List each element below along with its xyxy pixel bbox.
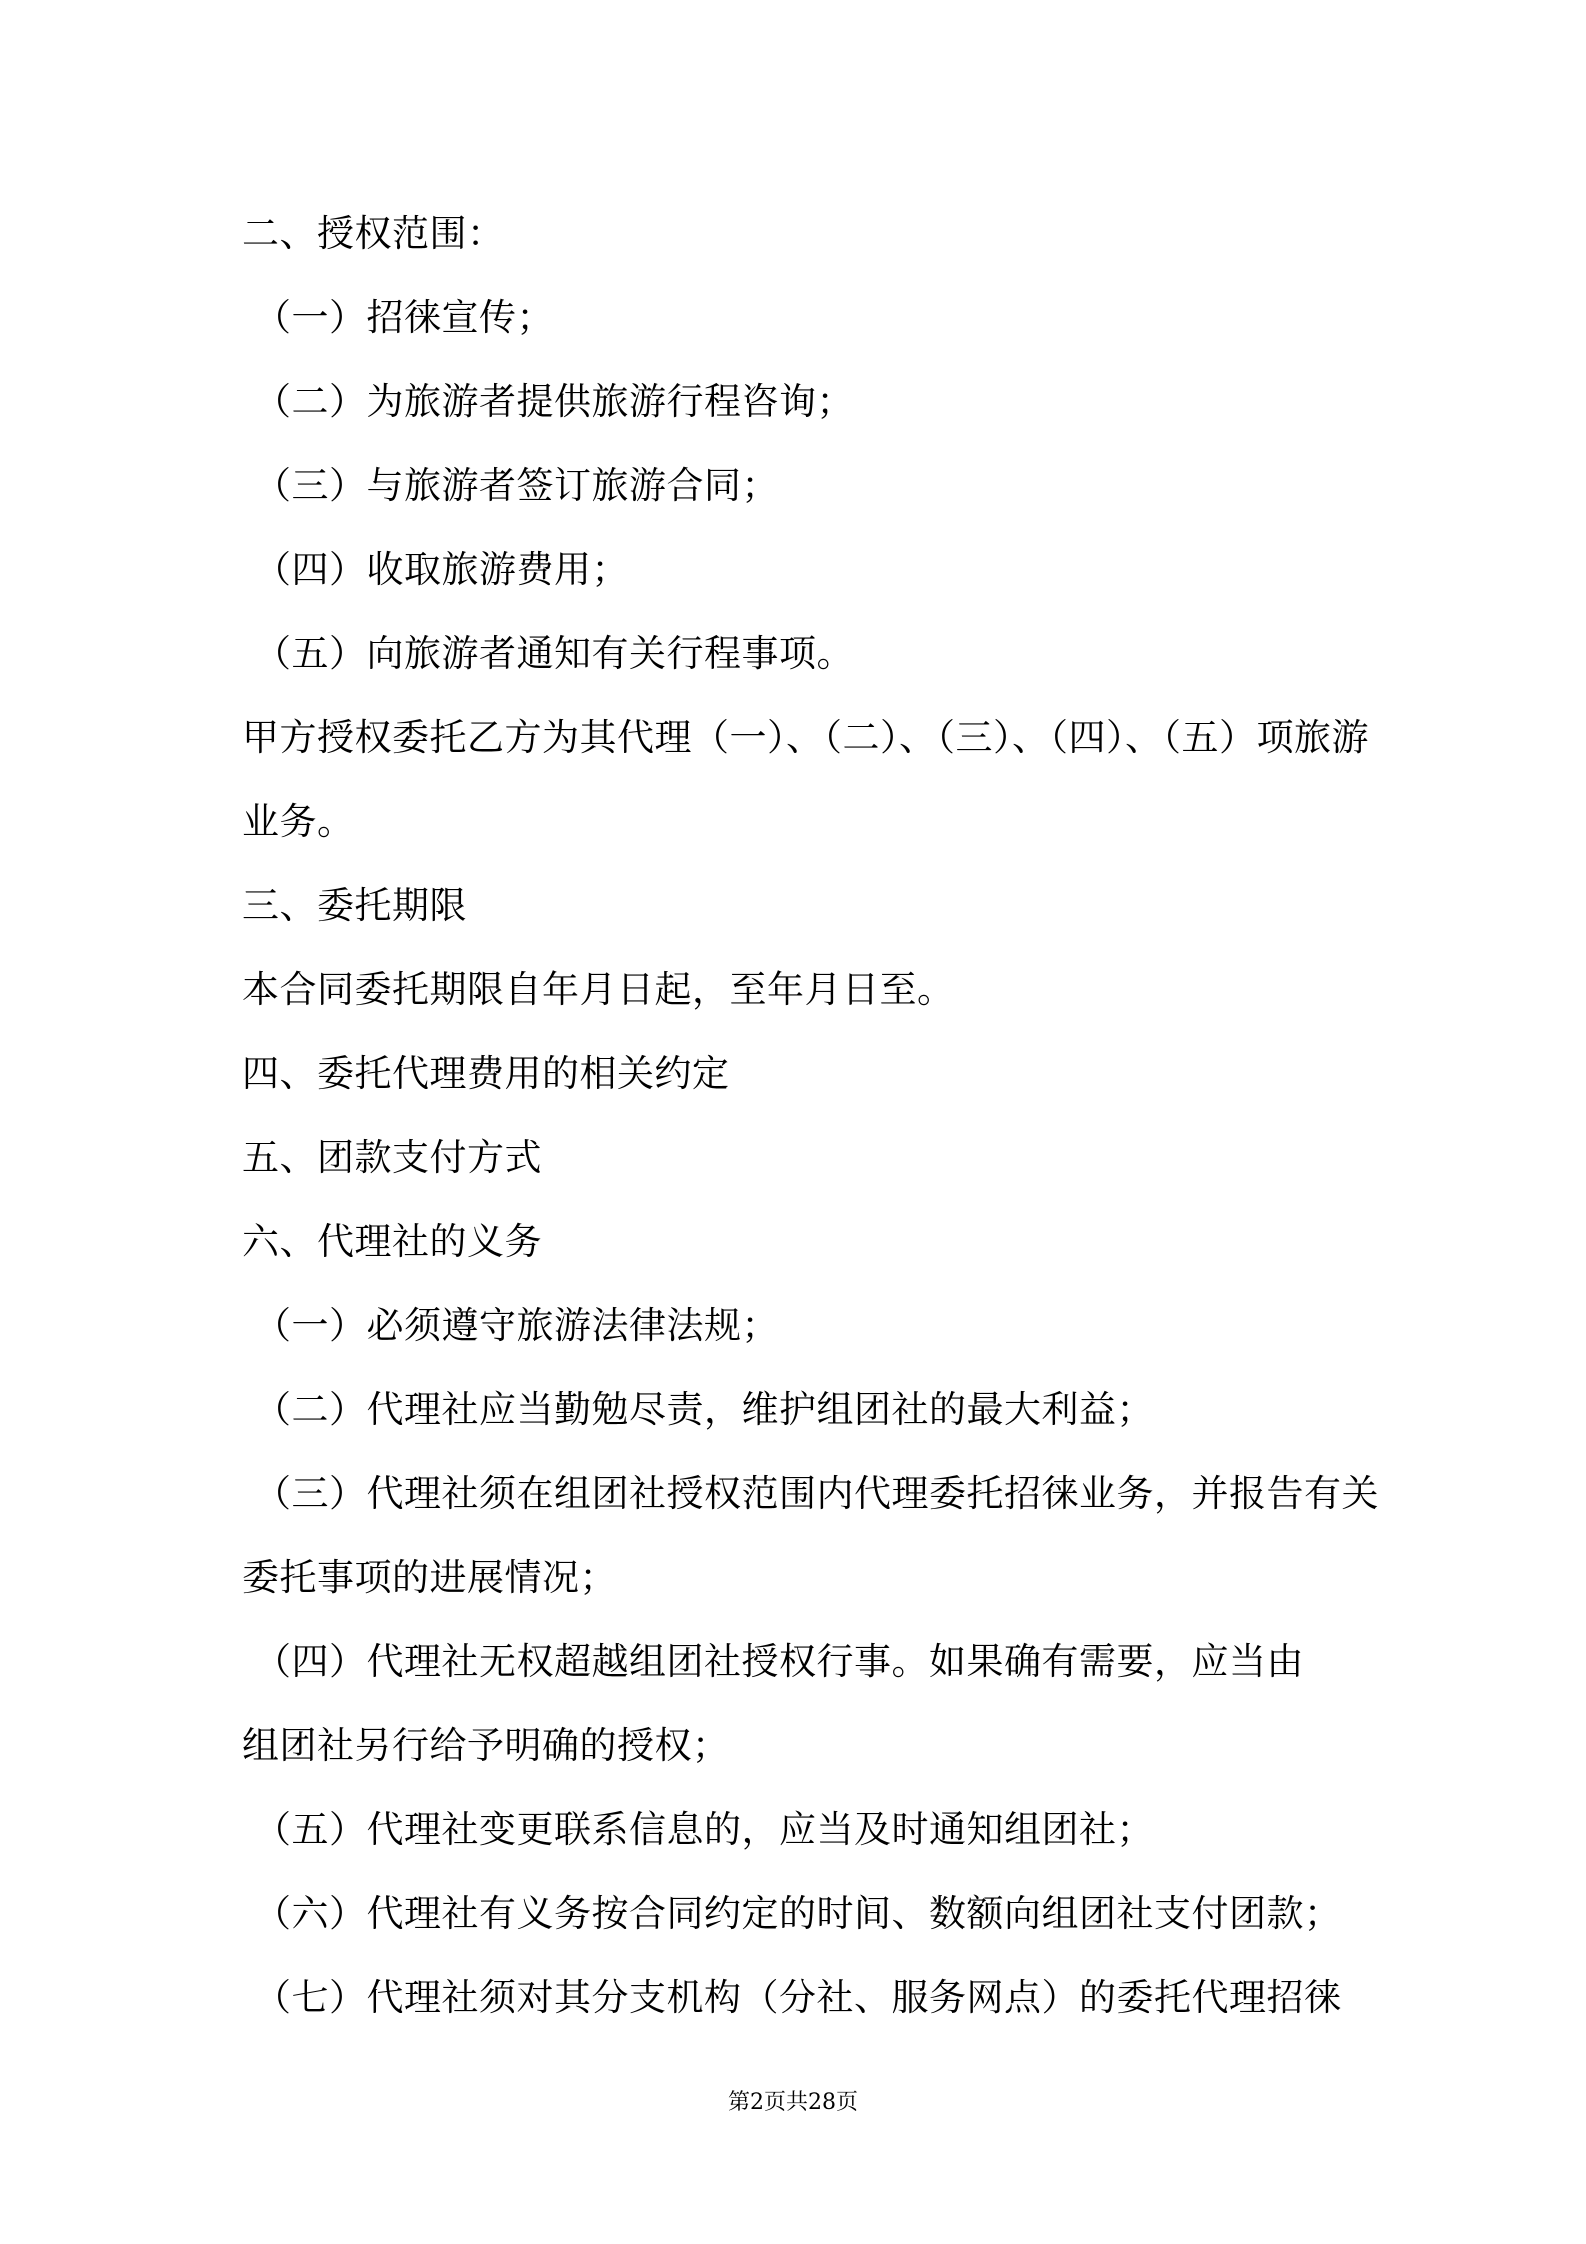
authorization-paragraph-line-1: 甲方授权委托乙方为其代理（一）、（二）、（三）、（四）、（五）项旅游 (242, 716, 1369, 759)
section-heading-scope: 二、授权范围： (242, 212, 505, 255)
obligation-item-1: （一）必须遵守旅游法律法规； (254, 1304, 779, 1347)
obligation-item-3-line-1: （三）代理社须在组团社授权范围内代理委托招徕业务，并报告有关 (254, 1472, 1379, 1515)
scope-item-3: （三）与旅游者签订旅游合同； (254, 464, 779, 507)
obligation-item-6: （六）代理社有义务按合同约定的时间、数额向组团社支付团款； (254, 1892, 1342, 1935)
obligation-item-3-line-2: 委托事项的进展情况； (242, 1556, 617, 1599)
scope-item-1: （一）招徕宣传； (254, 296, 554, 339)
section-heading-fees: 四、委托代理费用的相关约定 (242, 1052, 730, 1095)
section-heading-obligations: 六、代理社的义务 (242, 1220, 542, 1263)
scope-item-5: （五）向旅游者通知有关行程事项。 (254, 632, 854, 675)
obligation-item-4-line-2: 组团社另行给予明确的授权； (242, 1724, 730, 1767)
page-number-footer: 第2页共28页 (728, 2090, 858, 2115)
scope-item-2: （二）为旅游者提供旅游行程咨询； (254, 380, 854, 423)
document-body (242, 192, 1379, 2040)
obligation-item-2: （二）代理社应当勤勉尽责，维护组团社的最大利益； (254, 1388, 1154, 1431)
obligation-item-7: （七）代理社须对其分支机构（分社、服务网点）的委托代理招徕 (254, 1976, 1342, 2019)
section-heading-term: 三、委托期限 (242, 884, 467, 927)
scope-item-4: （四）收取旅游费用； (254, 548, 629, 591)
obligation-item-5: （五）代理社变更联系信息的，应当及时通知组团社； (254, 1808, 1154, 1851)
obligation-item-4-line-1: （四）代理社无权超越组团社授权行事。如果确有需要，应当由 (254, 1640, 1304, 1683)
authorization-paragraph-line-2: 业务。 (242, 800, 355, 843)
section-heading-payment: 五、团款支付方式 (242, 1136, 542, 1179)
term-paragraph: 本合同委托期限自年月日起，至年月日至。 (242, 968, 955, 1011)
